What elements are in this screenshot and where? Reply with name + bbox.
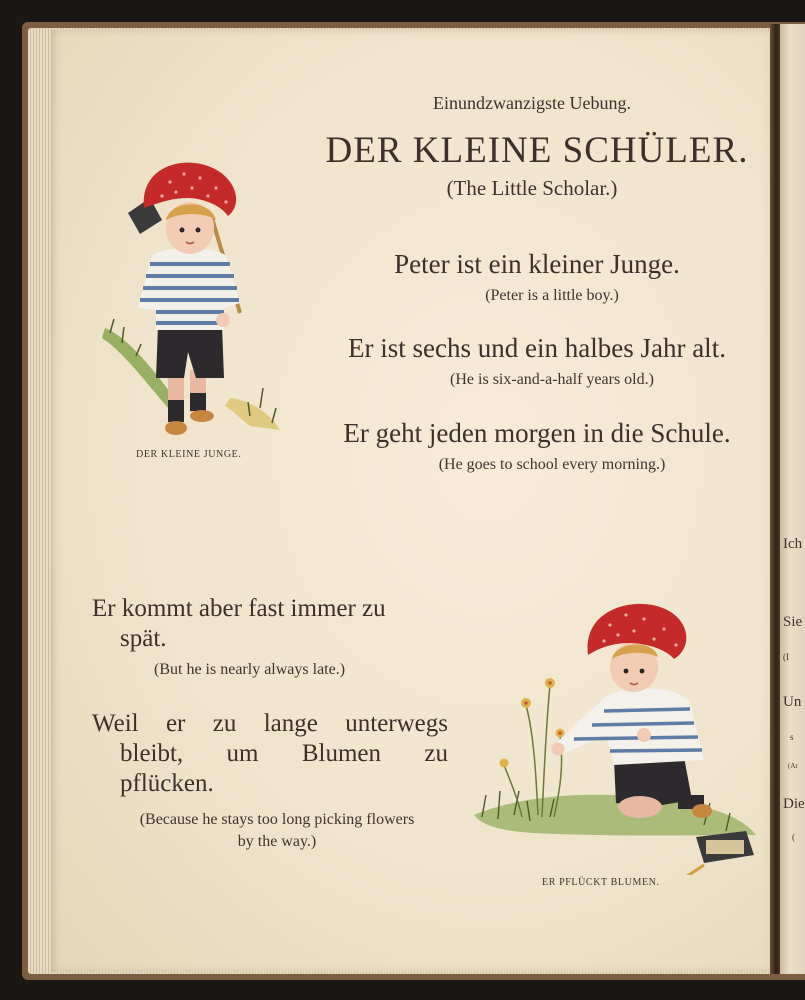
book-page xyxy=(52,30,780,972)
sentence-4-german-line2: spät. xyxy=(120,625,167,652)
sentence-2-english: (He is six-and-a-half years old.) xyxy=(450,371,654,388)
facing-fragment-3: (I xyxy=(783,652,789,662)
facing-fragment-8: ( xyxy=(792,832,795,842)
facing-fragment-5: s xyxy=(790,732,794,742)
facing-fragment-4: Un xyxy=(783,694,802,710)
caption-left: DER KLEINE JUNGE. xyxy=(136,449,242,460)
sentence-5-english-line1: (Because he stays too long picking flowers xyxy=(139,811,415,828)
boy-picking-flowers-illustration xyxy=(464,585,764,875)
facing-fragment-1: Ich xyxy=(783,536,803,552)
facing-fragment-7: Die xyxy=(783,796,805,812)
sentence-5-german-line1: Weil er zu lange unterwegs xyxy=(92,710,448,737)
sentence-1-english: (Peter is a little boy.) xyxy=(485,287,619,304)
boy-walking-illustration xyxy=(100,138,285,443)
sentence-3-english: (He goes to school every morning.) xyxy=(438,456,666,473)
sentence-1-german: Peter ist ein kleiner Junge. xyxy=(394,249,680,279)
sentence-5-german-line2: bleibt, um Blumen zu xyxy=(120,740,448,767)
book-gutter xyxy=(770,24,780,974)
facing-fragment-2: Sie xyxy=(783,614,803,630)
sentence-4-german-line1: Er kommt aber fast immer zu xyxy=(92,595,386,622)
facing-fragment-6: (Ar xyxy=(788,762,798,770)
lesson-title: DER KLEINE SCHÜLER. xyxy=(325,130,749,171)
sentence-5-english-line2: by the way.) xyxy=(237,833,317,850)
sentence-2-german: Er ist sechs und ein halbes Jahr alt. xyxy=(348,333,726,363)
sentence-4-english: (But he is nearly always late.) xyxy=(154,661,346,678)
lesson-heading: Einundzwanzigste Uebung. xyxy=(433,93,631,113)
sentence-5-german-line3: pflücken. xyxy=(120,770,214,797)
facing-page-edge xyxy=(780,24,805,974)
lesson-subtitle: (The Little Scholar.) xyxy=(446,176,618,200)
sentence-3-german: Er geht jeden morgen in die Schule. xyxy=(343,418,731,448)
caption-right: ER PFLÜCKT BLUMEN. xyxy=(542,877,660,888)
